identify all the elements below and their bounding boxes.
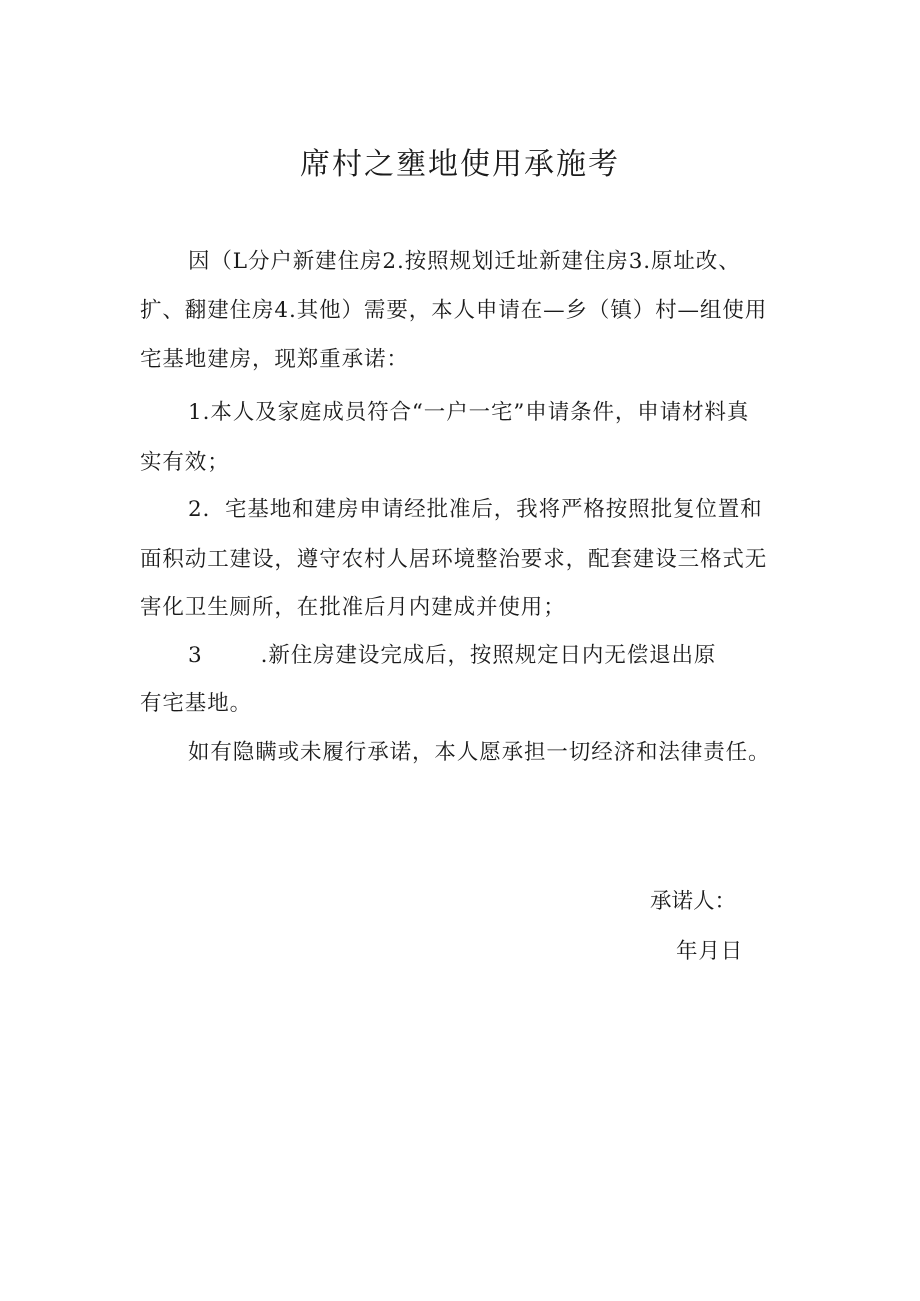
item-3-line-1 <box>188 641 716 671</box>
item-2-line-3: 害化卫生厕所，在批准后月内建成并使用； <box>140 595 566 620</box>
closing-statement: 如有隐瞒或未履行承诺，本人愿承担一切经济和法律责任。 <box>188 740 771 765</box>
promisor-label: 承诺人： <box>650 889 737 914</box>
item-3-line-2: 有宅基地。 <box>140 691 253 716</box>
item-3-number: 3 <box>188 643 203 668</box>
item-3-text: .新住房建设完成后，按照规定日内无偿退出原 <box>260 643 717 668</box>
intro-line-1: 因（L分户新建住房2.按照规划迁址新建住房3.原址改、 <box>188 249 741 274</box>
item-1-line-1: 1.本人及家庭成员符合“一户一宅”申请条件，申请材料真 <box>188 400 750 425</box>
item-1-line-2: 实有效； <box>140 450 230 475</box>
item-2-line-1: 2．宅基地和建房申请经批准后，我将严格按照批复位置和 <box>188 497 763 522</box>
document-title: 席村之壅地使用承施考 <box>300 147 620 182</box>
intro-line-3: 宅基地建房，现郑重承诺： <box>140 347 409 372</box>
date-label: 年月日 <box>676 939 744 964</box>
item-2-line-2: 面积动工建设，遵守农村人居环境整治要求，配套建设三格式无 <box>140 547 768 572</box>
intro-line-2: 扩、翻建住房4.其他）需要，本人申请在—乡（镇）村—组使用 <box>140 298 768 323</box>
